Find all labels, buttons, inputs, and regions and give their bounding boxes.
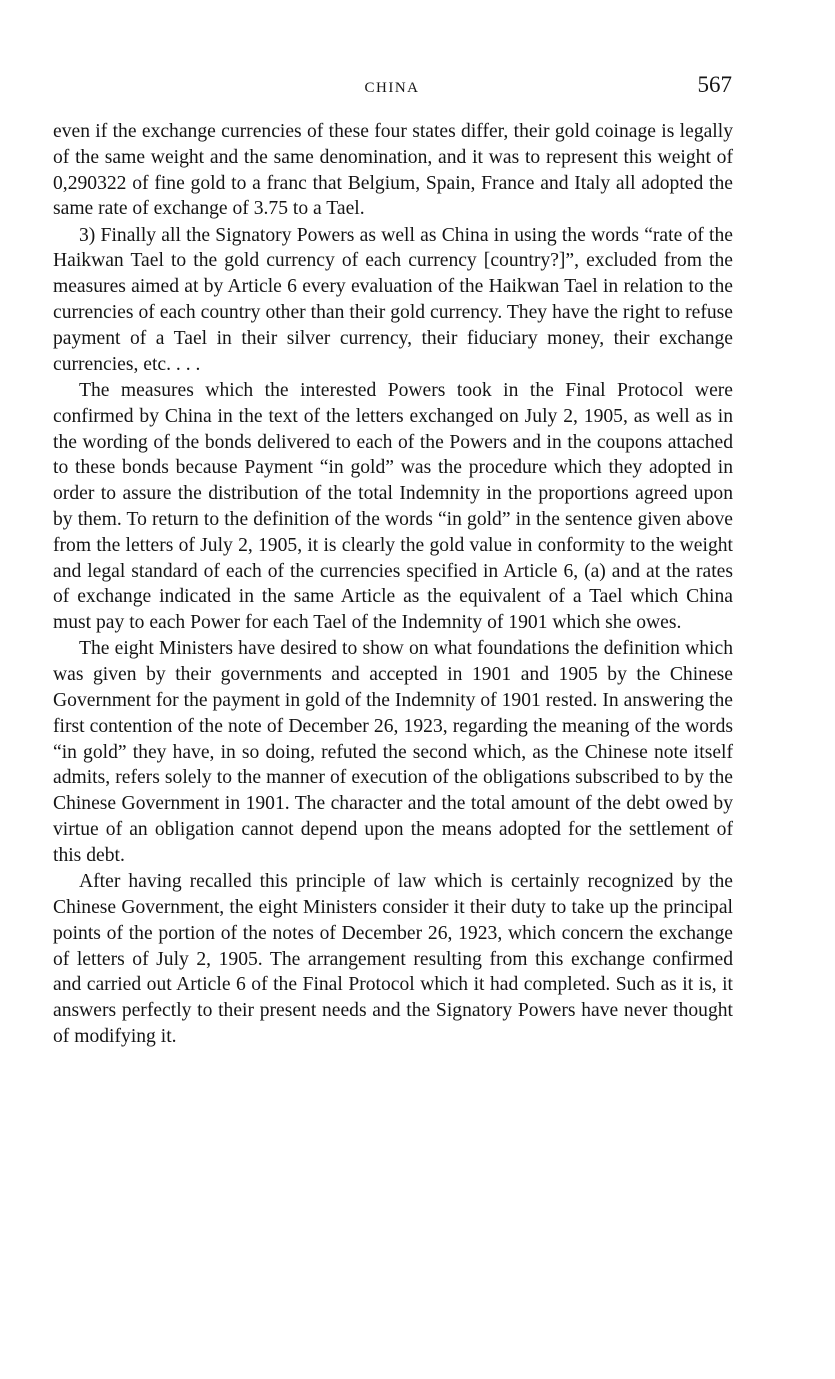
running-title: CHINA: [364, 80, 420, 96]
body-text: [53, 119, 733, 1050]
paragraph-continuation: even if the exchange currencies of these four states differ, their gold coinage is legally of the same weight and the same denomination, and it was to represent this weight of 0,290322 of fine gold to a franc that Belgium, Spain, France and Italy all adopted the same rate of exchange of 3.75 to a Tael.: [53, 121, 733, 220]
page-number: 567: [697, 72, 732, 97]
running-header: [52, 72, 732, 106]
paragraph-final-protocol: The measures which the interested Powers took in the Final Protocol were confirmed by China in the text of the letters exchanged on July 2, 1905, as well as in the wording of the bonds delivered to each of the Powers and in the coupons attached to these bonds because Payment “in gold” was the procedure which they adopted in order to assure the distribution of the total Indemnity in the proportions agreed upon by them. To return to the definition of the words “in gold” in the sentence given above from the letters of July 2, 1905, it is clearly the gold value in conformity to the weight and legal standard of each of the currencies specified in Article 6, (a) and at the rates of exchange indicated in the same Article as the equivalent of a Tael which China must pay to each Power for each Tael of the Indemnity of 1901 which she owes.: [53, 379, 733, 634]
paragraph-point-3: 3) Finally all the Signatory Powers as well as China in using the words “rate of the Haikwan Tael to the gold currency of each currency [country?]”, excluded from the measures aimed at by Article 6 every evaluation of the Haikwan Tael in relation to the currencies of each country other than their gold currency. They have the right to refuse payment of a Tael in their silver currency, their fiduciary money, their exchange currencies, etc. . . .: [53, 224, 733, 375]
paragraph-eight-ministers: The eight Ministers have desired to show on what foundations the definition which was given by their governments and accepted in 1901 and 1905 by the Chinese Government for the payment in gold of the Indemnity of 1901 rested. In answering the first contention of the note of December 26, 1923, regarding the meaning of the words “in gold” they have, in so doing, refuted the second which, as the Chinese note itself admits, refers solely to the manner of execution of the obligations subscribed to by the Chinese Government in 1901. The character and the total amount of the debt owed by virtue of an obligation cannot depend upon the means adopted for the settlement of this debt.: [53, 638, 733, 866]
paragraph-principle-of-law: After having recalled this principle of law which is certainly recognized by the Chinese Government, the eight Ministers consider it their duty to take up the principal points of the portion of the notes of December 26, 1923, which concern the exchange of letters of July 2, 1905. The arrangement resulting from this exchange confirmed and carried out Article 6 of the Final Protocol which it had completed. Such as it is, it answers perfectly to their present needs and the Signatory Powers have never thought of modifying it.: [53, 871, 733, 1047]
